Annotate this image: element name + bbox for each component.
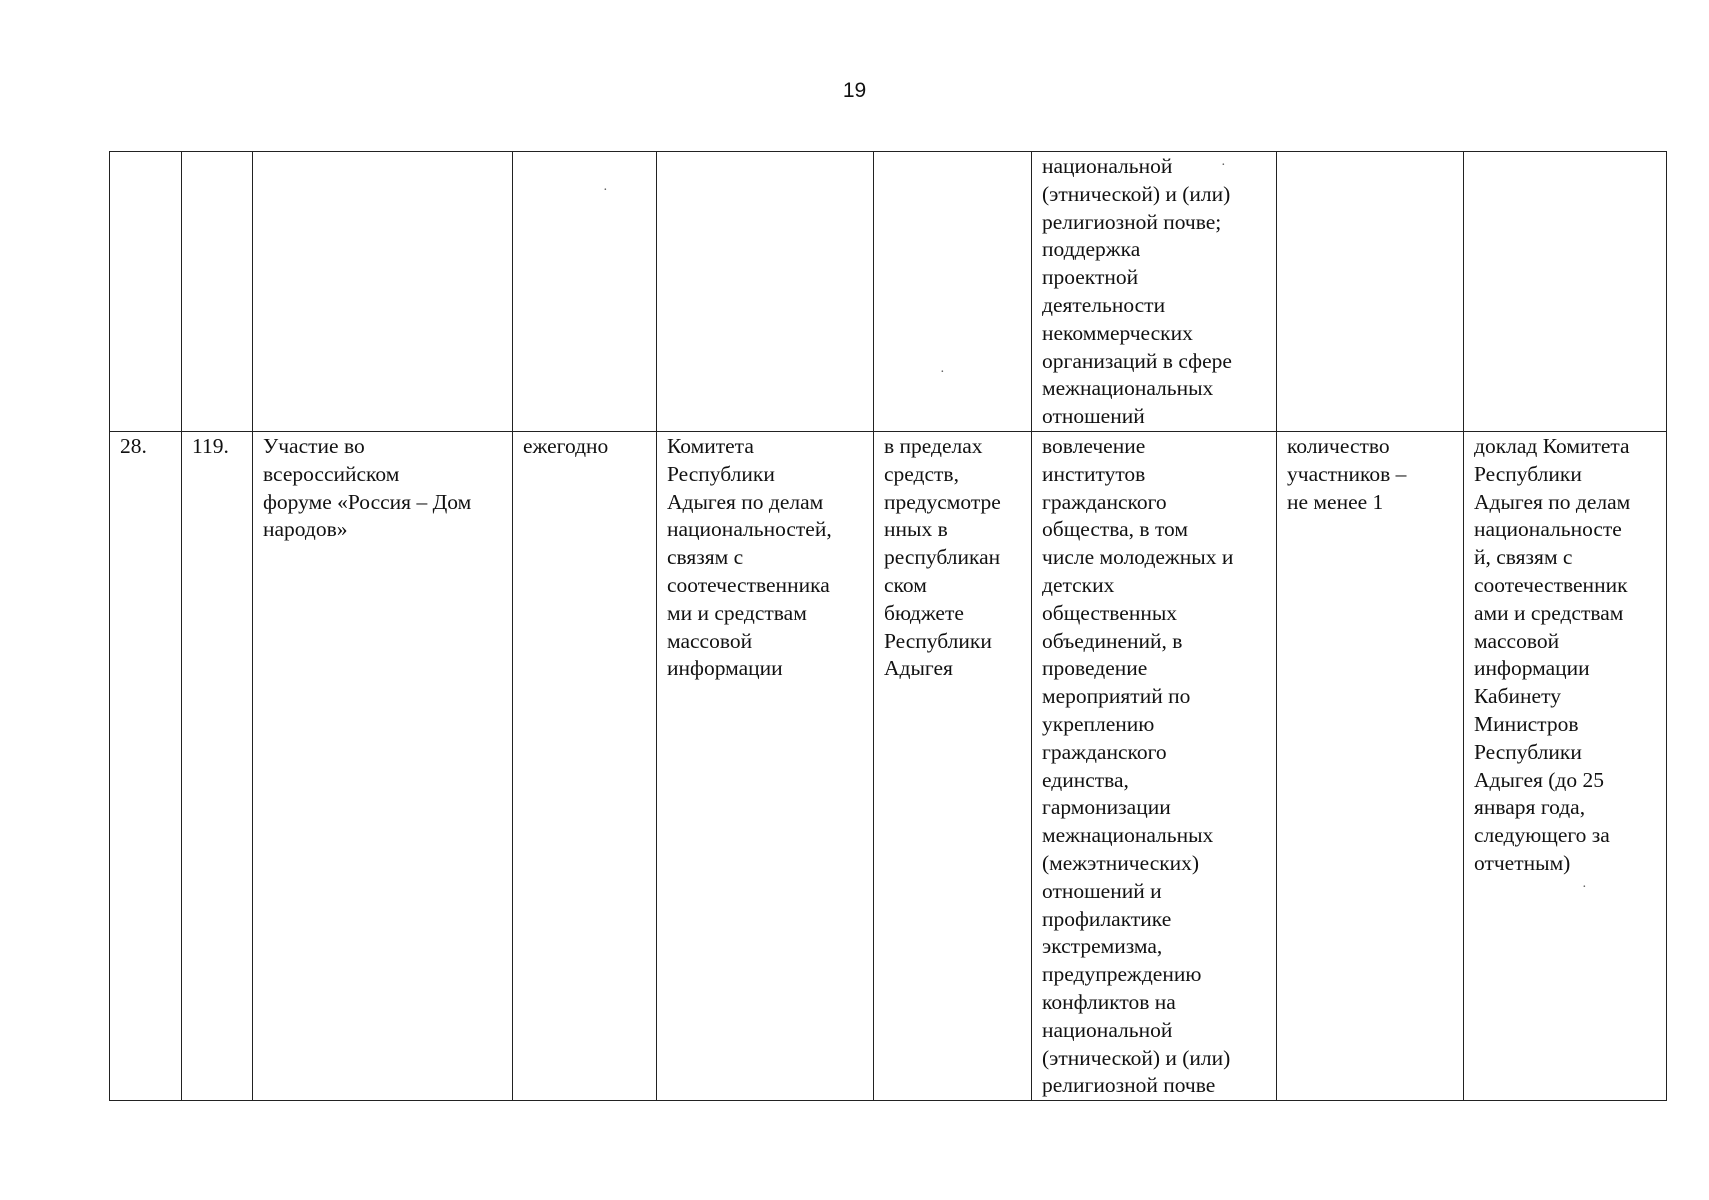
cell-deadline — [513, 152, 657, 432]
scan-speck: · — [603, 183, 608, 198]
cell-number: 28. — [110, 431, 182, 1100]
cell-indicator — [1277, 152, 1464, 432]
cell-responsible: Комитета Республики Адыгея по делам национальностей, связям с соотечественника ми и средствам массовой информации — [657, 431, 874, 1100]
plan-table — [109, 151, 1667, 1101]
cell-funding: в пределах средств, предусмотре нных в республикан ском бюджете Республики Адыгея — [874, 431, 1032, 1100]
cell-report: доклад Комитета Республики Адыгея по делам национальносте й, связям с соотечественник ами и средствам массовой информации Кабинету Министров Республики Адыгея (до 25 января года, следующего за отчетным) — [1464, 431, 1667, 1100]
cell-event — [253, 152, 513, 432]
cell-goal: вовлечение институтов гражданского общества, в том числе молодежных и детских общественных объединений, в проведение мероприятий по укреплению гражданского единства, гармонизации межнациональных (межэтнических) отношений и профилактике экстремизма, предупреждению конфликтов на национальной (этнической) и (или) религиозной почве — [1032, 431, 1277, 1100]
cell-deadline: ежегодно — [513, 431, 657, 1100]
cell-indicator: количество участников – не менее 1 — [1277, 431, 1464, 1100]
cell-item-number — [182, 152, 253, 432]
table-row — [110, 152, 1667, 432]
cell-responsible — [657, 152, 874, 432]
cell-goal: национальной (этнической) и (или) религиозной почве; поддержка проектной деятельности некоммерческих организаций в сфере межнациональных отношений — [1032, 152, 1277, 432]
scan-speck: · — [1221, 158, 1226, 173]
cell-number — [110, 152, 182, 432]
cell-funding — [874, 152, 1032, 432]
cell-event: Участие во всероссийском форуме «Россия – Дом народов» — [253, 431, 513, 1100]
table-row — [110, 431, 1667, 1100]
scan-speck: · — [940, 365, 945, 380]
cell-item-number: 119. — [182, 431, 253, 1100]
cell-report — [1464, 152, 1667, 432]
page-number: 19 — [842, 79, 867, 102]
scan-speck: · — [1582, 880, 1587, 895]
